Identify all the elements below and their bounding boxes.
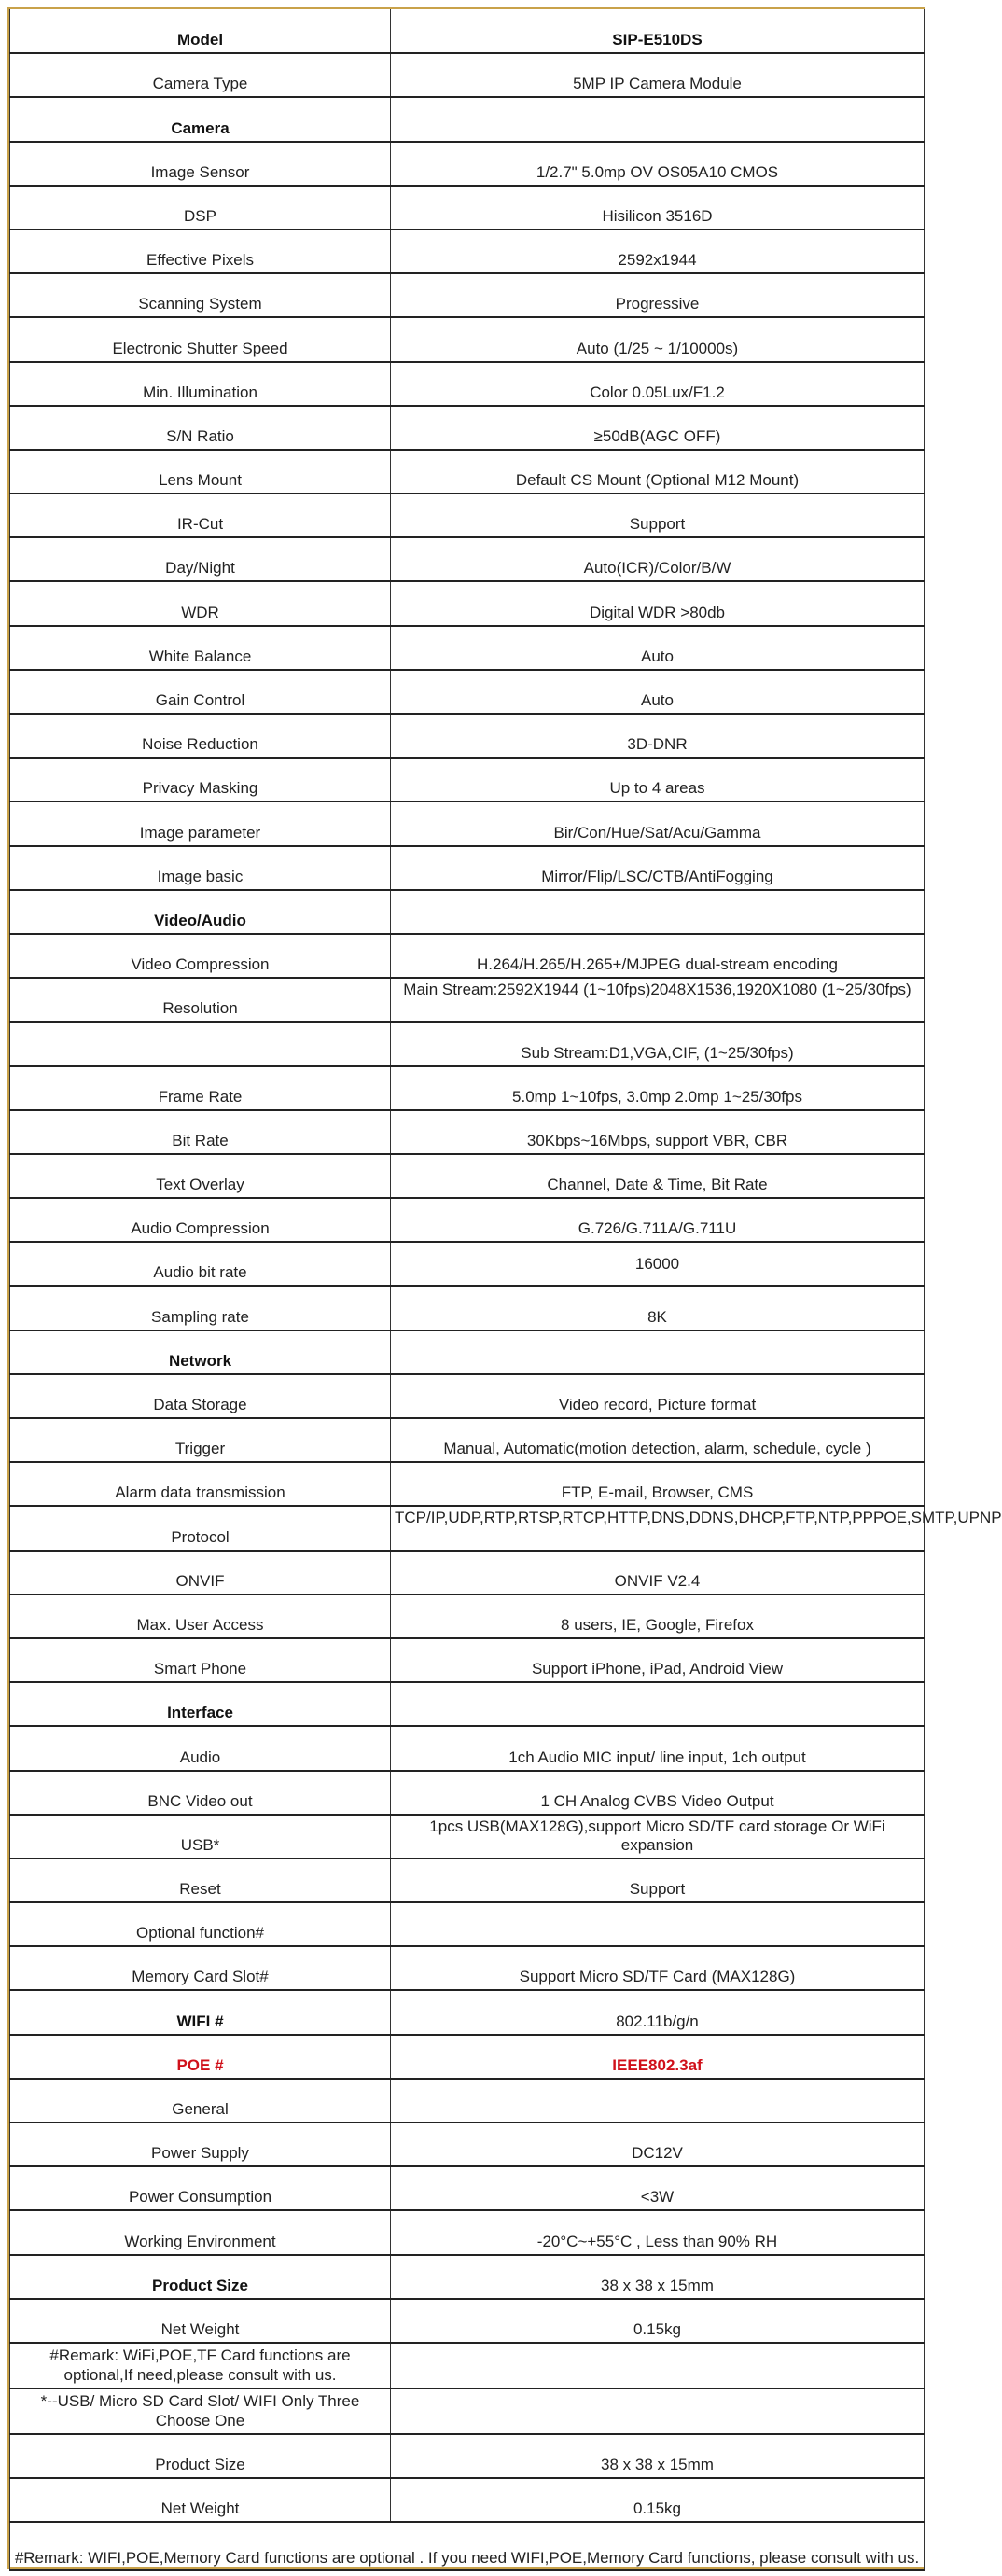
spec-label: Video Compression	[10, 934, 391, 978]
spec-value: 5.0mp 1~10fps, 3.0mp 2.0mp 1~25/30fps	[391, 1066, 925, 1110]
spec-row	[10, 801, 925, 845]
spec-label: Reset	[10, 1859, 391, 1902]
spec-value: 3D-DNR	[391, 714, 925, 758]
spec-value: IEEE802.3af	[391, 2035, 925, 2079]
spec-value: Support	[391, 494, 925, 537]
spec-row	[10, 1022, 925, 1065]
spec-value: 38 x 38 x 15mm	[391, 2255, 925, 2299]
spec-label: Scanning System	[10, 273, 391, 317]
spec-row	[10, 450, 925, 494]
spec-value	[391, 2343, 925, 2388]
spec-row	[10, 1374, 925, 1418]
spec-value: Hisilicon 3516D	[391, 186, 925, 230]
spec-row	[10, 53, 925, 97]
spec-table	[9, 9, 1002, 2571]
spec-label: DSP	[10, 186, 391, 230]
spec-value: 1/2.7" 5.0mp OV OS05A10 CMOS	[391, 142, 925, 186]
spec-value: ≥50dB(AGC OFF)	[391, 406, 925, 450]
spec-label: Privacy Masking	[10, 758, 391, 801]
spec-label: Electronic Shutter Speed	[10, 317, 391, 361]
spec-row	[10, 1242, 925, 1286]
spec-row	[10, 1771, 925, 1815]
spec-row	[10, 1286, 925, 1330]
spec-label: Camera	[10, 97, 391, 141]
spec-value: Mirror/Flip/LSC/CTB/AntiFogging	[391, 846, 925, 890]
spec-row	[10, 186, 925, 230]
spec-value: G.726/G.711A/G.711U	[391, 1198, 925, 1242]
spec-value: Auto	[391, 626, 925, 670]
spec-row	[10, 2035, 925, 2079]
spec-label: USB*	[10, 1815, 391, 1859]
spec-value: Video record, Picture format	[391, 1374, 925, 1418]
spec-row	[10, 846, 925, 890]
spec-row	[10, 714, 925, 758]
spec-row	[10, 2478, 925, 2522]
spec-value	[391, 1682, 925, 1726]
spec-row	[10, 890, 925, 934]
spec-row	[10, 1682, 925, 1726]
spec-row	[10, 2299, 925, 2343]
spec-label: Data Storage	[10, 1374, 391, 1418]
spec-row	[10, 1462, 925, 1506]
spec-row	[10, 2343, 925, 2388]
spec-value	[391, 97, 925, 141]
spec-label: Power Consumption	[10, 2166, 391, 2210]
spec-label: ONVIF	[10, 1551, 391, 1594]
spec-value: Manual, Automatic(motion detection, alarm, schedule, cycle )	[391, 1418, 925, 1462]
spec-label: Net Weight	[10, 2478, 391, 2522]
spec-value: 2592x1944	[391, 230, 925, 273]
spec-row	[10, 1506, 925, 1550]
spec-value: H.264/H.265/H.265+/MJPEG dual-stream encoding	[391, 934, 925, 978]
spec-label: Audio	[10, 1726, 391, 1770]
spec-label: Network	[10, 1330, 391, 1374]
spec-value: Bir/Con/Hue/Sat/Acu/Gamma	[391, 801, 925, 845]
spec-value: Up to 4 areas	[391, 758, 925, 801]
spec-value: 30Kbps~16Mbps, support VBR, CBR	[391, 1110, 925, 1154]
spec-label: Product Size	[10, 2255, 391, 2299]
spec-row	[10, 2210, 925, 2254]
spec-label: Noise Reduction	[10, 714, 391, 758]
spec-row	[10, 1990, 925, 2034]
spec-label: S/N Ratio	[10, 406, 391, 450]
spec-value: 0.15kg	[391, 2478, 925, 2522]
spec-label: IR-Cut	[10, 494, 391, 537]
spec-row	[10, 934, 925, 978]
spec-label: Frame Rate	[10, 1066, 391, 1110]
spec-label	[10, 1022, 391, 1065]
spec-label: BNC Video out	[10, 1771, 391, 1815]
spec-row	[10, 9, 925, 53]
spec-label: Resolution	[10, 978, 391, 1022]
spec-label: Image parameter	[10, 801, 391, 845]
spec-row	[10, 1638, 925, 1682]
spec-value: Support	[391, 1859, 925, 1902]
spec-label: *--USB/ Micro SD Card Slot/ WIFI Only Three Choose One	[10, 2388, 391, 2434]
spec-value: -20°C~+55°C , Less than 90% RH	[391, 2210, 925, 2254]
spec-value: 5MP IP Camera Module	[391, 53, 925, 97]
spec-value: Default CS Mount (Optional M12 Mount)	[391, 450, 925, 494]
spec-row	[10, 1418, 925, 1462]
spec-row	[10, 1154, 925, 1198]
spec-table-body	[10, 9, 1002, 2522]
spec-value: Support iPhone, iPad, Android View	[391, 1638, 925, 1682]
spec-row	[10, 1110, 925, 1154]
spec-row	[10, 626, 925, 670]
spec-label: POE #	[10, 2035, 391, 2079]
footer-remark: #Remark: WIFI,POE,Memory Card functions are optional . If you need WIFI,POE,Memory Card functions, please consult with us.	[10, 2522, 925, 2570]
spec-label: Trigger	[10, 1418, 391, 1462]
spec-value: TCP/IP,UDP,RTP,RTSP,RTCP,HTTP,DNS,DDNS,DHCP,FTP,NTP,PPPOE,SMTP,UPNP	[391, 1506, 925, 1550]
spec-value: 16000	[391, 1242, 925, 1286]
spec-row	[10, 2166, 925, 2210]
spec-value: 1pcs USB(MAX128G),support Micro SD/TF card storage Or WiFi expansion	[391, 1815, 925, 1859]
spec-value: FTP, E-mail, Browser, CMS	[391, 1462, 925, 1506]
spec-value	[391, 1902, 925, 1946]
spec-row	[10, 317, 925, 361]
spec-label: Working Environment	[10, 2210, 391, 2254]
spec-row	[10, 362, 925, 406]
spec-row	[10, 97, 925, 141]
spec-row	[10, 273, 925, 317]
spec-label: WDR	[10, 581, 391, 625]
spec-row	[10, 1859, 925, 1902]
spec-row	[10, 2255, 925, 2299]
spec-row	[10, 537, 925, 581]
spec-label: Model	[10, 9, 391, 53]
spec-value: Channel, Date & Time, Bit Rate	[391, 1154, 925, 1198]
spec-row	[10, 1815, 925, 1859]
spec-label: Image basic	[10, 846, 391, 890]
spec-label: Net Weight	[10, 2299, 391, 2343]
spec-value	[391, 890, 925, 934]
spec-value: 0.15kg	[391, 2299, 925, 2343]
spec-label: Optional function#	[10, 1902, 391, 1946]
spec-row	[10, 1198, 925, 1242]
spec-value: <3W	[391, 2166, 925, 2210]
spec-value: SIP-E510DS	[391, 9, 925, 53]
spec-label: Camera Type	[10, 53, 391, 97]
spec-value: 1 CH Analog CVBS Video Output	[391, 1771, 925, 1815]
spec-label: Interface	[10, 1682, 391, 1726]
spec-value	[391, 2079, 925, 2123]
spec-row	[10, 2434, 925, 2478]
spec-value: Support Micro SD/TF Card (MAX128G)	[391, 1946, 925, 1990]
spec-row	[10, 1551, 925, 1594]
spec-label: Alarm data transmission	[10, 1462, 391, 1506]
spec-value: Sub Stream:D1,VGA,CIF, (1~25/30fps)	[391, 1022, 925, 1065]
spec-row	[10, 1594, 925, 1638]
spec-label: Memory Card Slot#	[10, 1946, 391, 1990]
spec-value: Main Stream:2592X1944 (1~10fps)2048X1536,1920X1080 (1~25/30fps)	[391, 978, 925, 1022]
spec-row	[10, 494, 925, 537]
spec-label: Video/Audio	[10, 890, 391, 934]
spec-label: WIFI #	[10, 1990, 391, 2034]
spec-row	[10, 581, 925, 625]
spec-label: White Balance	[10, 626, 391, 670]
spec-row	[10, 978, 925, 1022]
spec-row	[10, 1902, 925, 1946]
spec-value: Auto	[391, 670, 925, 714]
footer-remark-row	[10, 2522, 925, 2570]
spec-row	[10, 230, 925, 273]
spec-value: 802.11b/g/n	[391, 1990, 925, 2034]
spec-value: Color 0.05Lux/F1.2	[391, 362, 925, 406]
spec-value	[391, 2388, 925, 2434]
spec-value: Digital WDR >80db	[391, 581, 925, 625]
spec-label: Gain Control	[10, 670, 391, 714]
spec-row	[10, 670, 925, 714]
spec-row	[10, 2123, 925, 2166]
spec-value: ONVIF V2.4	[391, 1551, 925, 1594]
spec-value: 8K	[391, 1286, 925, 1330]
spec-row	[10, 406, 925, 450]
spec-label: General	[10, 2079, 391, 2123]
spec-label: Protocol	[10, 1506, 391, 1550]
spec-value: 38 x 38 x 15mm	[391, 2434, 925, 2478]
spec-value: 1ch Audio MIC input/ line input, 1ch output	[391, 1726, 925, 1770]
spec-label: Audio bit rate	[10, 1242, 391, 1286]
spec-row	[10, 2388, 925, 2434]
spec-row	[10, 1946, 925, 1990]
spec-row	[10, 1066, 925, 1110]
spec-row	[10, 142, 925, 186]
spec-label: Power Supply	[10, 2123, 391, 2166]
spec-label: Effective Pixels	[10, 230, 391, 273]
spec-row	[10, 1726, 925, 1770]
spec-value	[391, 1330, 925, 1374]
spec-value: Auto (1/25 ~ 1/10000s)	[391, 317, 925, 361]
spec-label: Min. Illumination	[10, 362, 391, 406]
spec-row	[10, 1330, 925, 1374]
spec-label: Lens Mount	[10, 450, 391, 494]
spec-value: 8 users, IE, Google, Firefox	[391, 1594, 925, 1638]
spec-label: #Remark: WiFi,POE,TF Card functions are optional,If need,please consult with us.	[10, 2343, 391, 2388]
spec-label: Smart Phone	[10, 1638, 391, 1682]
spec-label: Text Overlay	[10, 1154, 391, 1198]
spec-value: Auto(ICR)/Color/B/W	[391, 537, 925, 581]
spec-row	[10, 758, 925, 801]
spec-value: Progressive	[391, 273, 925, 317]
spec-label: Sampling rate	[10, 1286, 391, 1330]
spec-label: Max. User Access	[10, 1594, 391, 1638]
spec-label: Product Size	[10, 2434, 391, 2478]
spec-label: Audio Compression	[10, 1198, 391, 1242]
spec-sheet	[7, 7, 1002, 2569]
spec-label: Image Sensor	[10, 142, 391, 186]
spec-label: Day/Night	[10, 537, 391, 581]
spec-row	[10, 2079, 925, 2123]
spec-value: DC12V	[391, 2123, 925, 2166]
spec-label: Bit Rate	[10, 1110, 391, 1154]
